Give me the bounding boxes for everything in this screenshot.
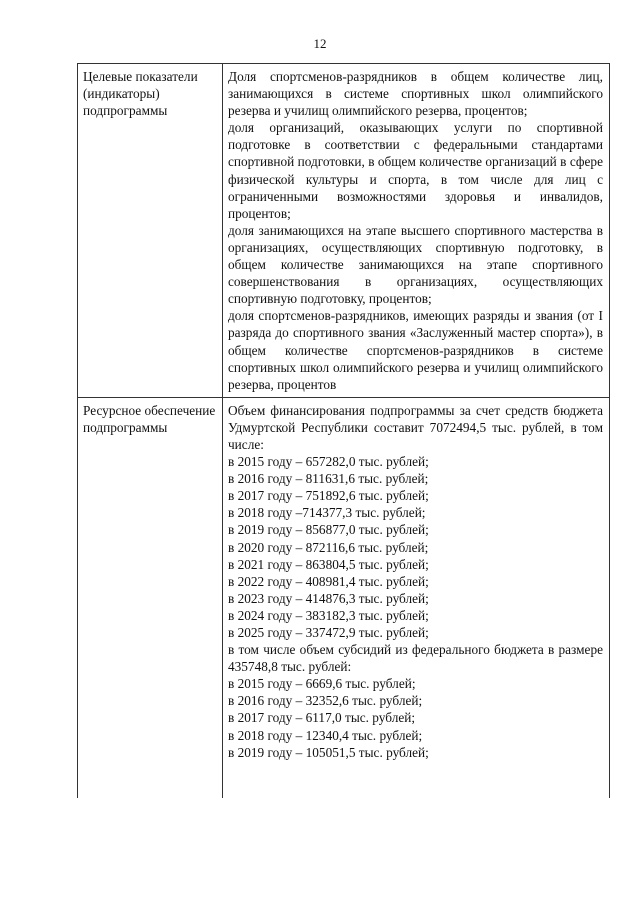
funding-year-line: в 2024 году – 383182,3 тыс. рублей; bbox=[228, 607, 429, 623]
funding-year-line: в 2015 году – 657282,0 тыс. рублей; bbox=[228, 454, 429, 470]
table-row-indicators bbox=[78, 64, 610, 398]
page-number: 12 bbox=[313, 36, 327, 51]
subsidy-year-line: в 2016 году – 32352,6 тыс. рублей; bbox=[228, 693, 423, 709]
subsidy-intro: в том числе объем субсидий из федерального бюджета в размере 435748,8 тыс. рублей: bbox=[228, 642, 603, 675]
resources-label: Ресурсное обеспечение подпрограммы bbox=[78, 397, 223, 798]
funding-intro: Объем финансирования подпрограммы за счет средств бюджета Удмуртской Республики составит 7072494,5 тыс. рублей, в том числе: bbox=[228, 402, 603, 452]
table-row-resources bbox=[78, 397, 610, 798]
indicator-paragraph: доля спортсменов-разрядников, имеющих разряды и звания (от I разряда до спортивного звания «Заслуженный мастер спорта»), в общем количестве спортсменов-разрядников в системе спортивных школ олимпийского резерва и училищ олимпийского резерва, процентов bbox=[228, 308, 603, 392]
funding-year-line: в 2016 году – 811631,6 тыс. рублей; bbox=[228, 471, 429, 487]
funding-year-line: в 2021 году – 863804,5 тыс. рублей; bbox=[228, 556, 429, 572]
subsidy-year-line: в 2019 году – 105051,5 тыс. рублей; bbox=[228, 744, 429, 760]
indicator-paragraph: доля занимающихся на этапе высшего спортивного мастерства в организациях, осуществляющих спортивную подготовку, в общем количестве занимающихся на этапе спортивного совершенствования в организациях, осуществляющих спортивную подготовку, процентов; bbox=[228, 222, 603, 307]
subsidy-year-line: в 2017 году – 6117,0 тыс. рублей; bbox=[228, 710, 416, 726]
subsidy-year-line: в 2015 году – 6669,6 тыс. рублей; bbox=[228, 676, 416, 692]
funding-year-line: в 2025 году – 337472,9 тыс. рублей; bbox=[228, 625, 429, 640]
funding-year-line: в 2020 году – 872116,6 тыс. рублей; bbox=[228, 539, 429, 555]
funding-year-line: в 2018 году –714377,3 тыс. рублей; bbox=[228, 505, 426, 521]
funding-year-line: в 2017 году – 751892,6 тыс. рублей; bbox=[228, 488, 429, 504]
indicators-label: Целевые показатели (индикаторы) подпрограммы bbox=[78, 64, 223, 398]
indicator-paragraph: Доля спортсменов-разрядников в общем количестве лиц, занимающихся в системе спортивных школ олимпийского резерва и училищ олимпийского резерва, процентов; bbox=[228, 69, 603, 119]
funding-year-line: в 2019 году – 856877,0 тыс. рублей; bbox=[228, 522, 429, 538]
indicator-paragraph: доля организаций, оказывающих услуги по спортивной подготовке в соответствии с федеральными стандартами спортивной подготовки, в общем количестве организаций в сфере физической культуры и спорта, в том числе для лиц с ограниченными возможностями здоровья и инвалидов, процентов; bbox=[228, 120, 603, 221]
resources-value bbox=[223, 397, 610, 798]
subsidy-year-line: в 2018 году – 12340,4 тыс. рублей; bbox=[228, 727, 423, 743]
subprogram-passport-table bbox=[77, 63, 610, 798]
indicators-value bbox=[223, 64, 610, 398]
funding-year-line: в 2023 году – 414876,3 тыс. рублей; bbox=[228, 590, 429, 606]
funding-year-line: в 2022 году – 408981,4 тыс. рублей; bbox=[228, 573, 429, 589]
